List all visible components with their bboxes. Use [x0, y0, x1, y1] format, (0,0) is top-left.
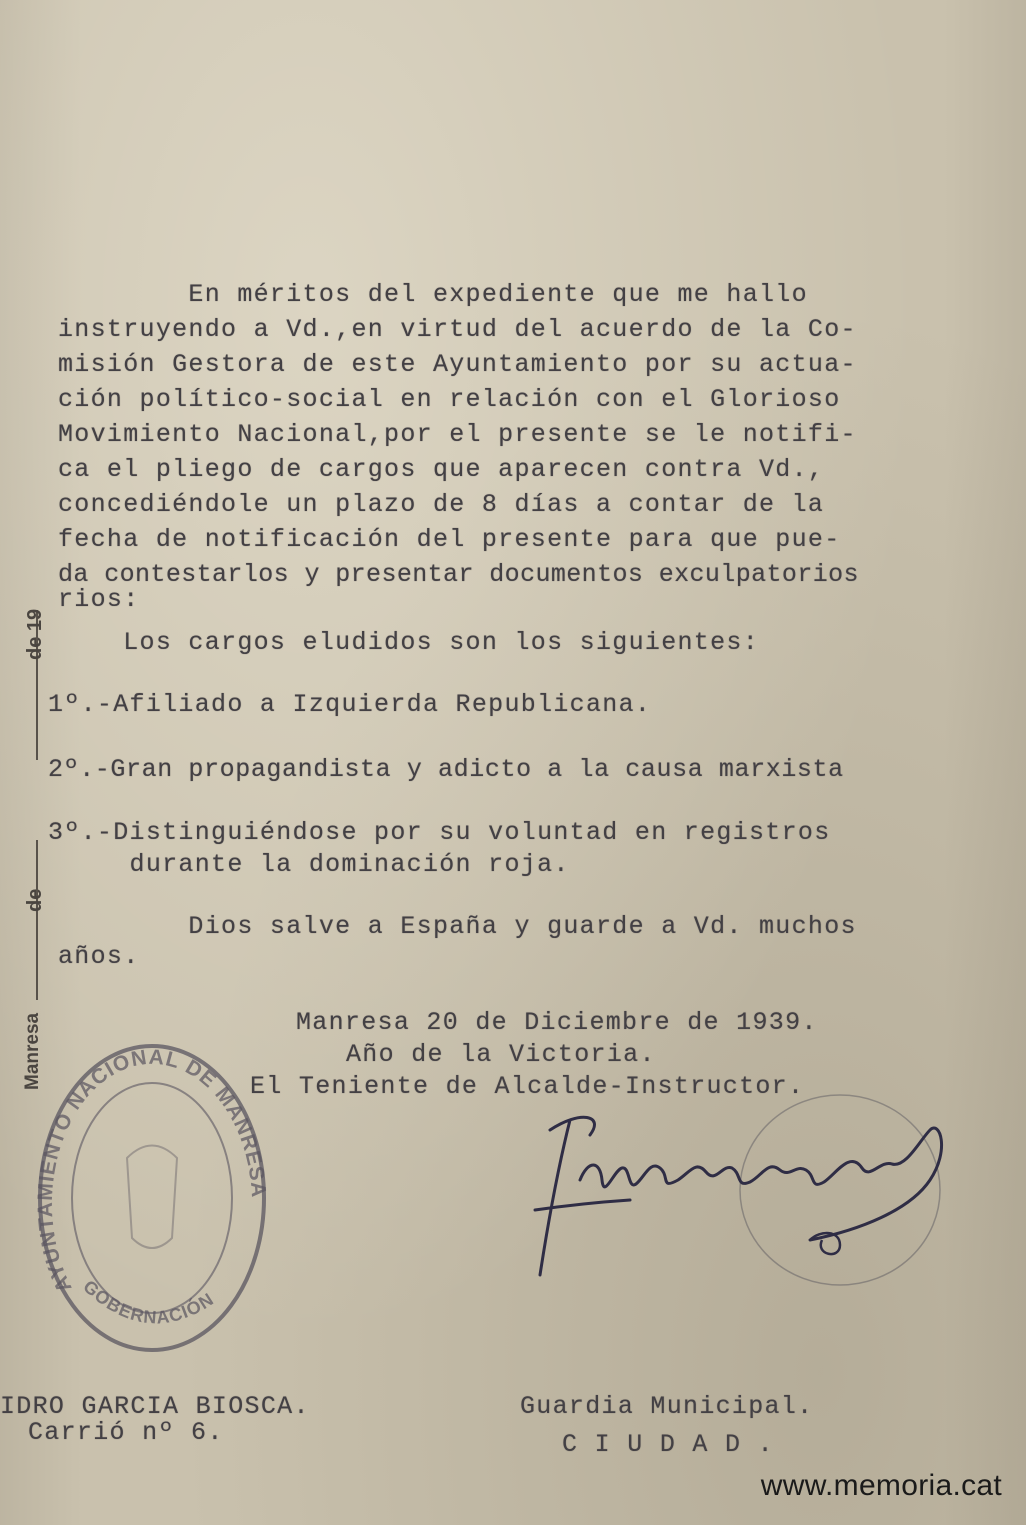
body-line: misión Gestora de este Ayuntamiento por su actua- [58, 350, 857, 379]
body-line: da contestarlos y presentar documentos exculpatorios [58, 560, 859, 589]
charge-item: 1º.-Afiliado a Izquierda Republicana. [48, 690, 652, 719]
body-line: En méritos del expediente que me hallo [58, 280, 808, 309]
body-line: ción político-social en relación con el Glorioso [58, 385, 841, 414]
charge-item: 2º.-Gran propagandista y adicto a la causa marxista [48, 755, 844, 784]
body-line: instruyendo a Vd.,en virtud del acuerdo de la Co- [58, 315, 857, 344]
closing-line: Dios salve a España y guarde a Vd. muchos [58, 912, 857, 941]
stamp-bottom-text: GOBERNACIÓN [79, 1276, 218, 1328]
closing-line: años. [58, 942, 140, 971]
margin-de19-label: de 19 [24, 608, 46, 660]
signature-icon [510, 1090, 980, 1310]
charges-intro: Los cargos eludidos son los siguientes: [58, 628, 760, 657]
body-line: fecha de notificación del presente para que pue- [58, 525, 841, 554]
charge-item: durante la dominación roja. [48, 850, 570, 879]
place-date: Manresa 20 de Diciembre de 1939. [296, 1008, 818, 1037]
year-motto: Año de la Victoria. [346, 1040, 656, 1069]
body-line: rios: [58, 585, 140, 614]
recipient-address: Carrió nº 6. [28, 1418, 224, 1447]
svg-text:GOBERNACIÓN [79, 1276, 217, 1327]
body-line: concediéndole un plazo de 8 días a contar de la [58, 490, 825, 519]
signer-title: El Teniente de Alcalde-Instructor. [250, 1072, 805, 1101]
body-line: ca el pliego de cargos que aparecen contra Vd., [58, 455, 825, 484]
handwritten-signature [510, 1090, 980, 1310]
delivery-place: C I U D A D . [562, 1430, 774, 1459]
margin-city-label: Manresa [22, 1012, 43, 1090]
charge-item: 3º.-Distinguiéndose por su voluntad en registros [48, 818, 831, 847]
stamp-ring-text: AYUNTAMIENTO NACIONAL DE MANRESA [33, 1045, 271, 1297]
stamp-seal-icon [32, 1038, 272, 1358]
margin-de-label: de [24, 888, 46, 912]
body-line: Movimiento Nacional,por el presente se le notifi- [58, 420, 857, 449]
delivery-by: Guardia Municipal. [520, 1392, 814, 1421]
official-stamp [32, 1038, 272, 1358]
recipient-name: IDRO GARCIA BIOSCA. [0, 1392, 310, 1421]
date-blank-line [36, 840, 38, 1000]
site-watermark: www.memoria.cat [760, 1469, 1002, 1502]
